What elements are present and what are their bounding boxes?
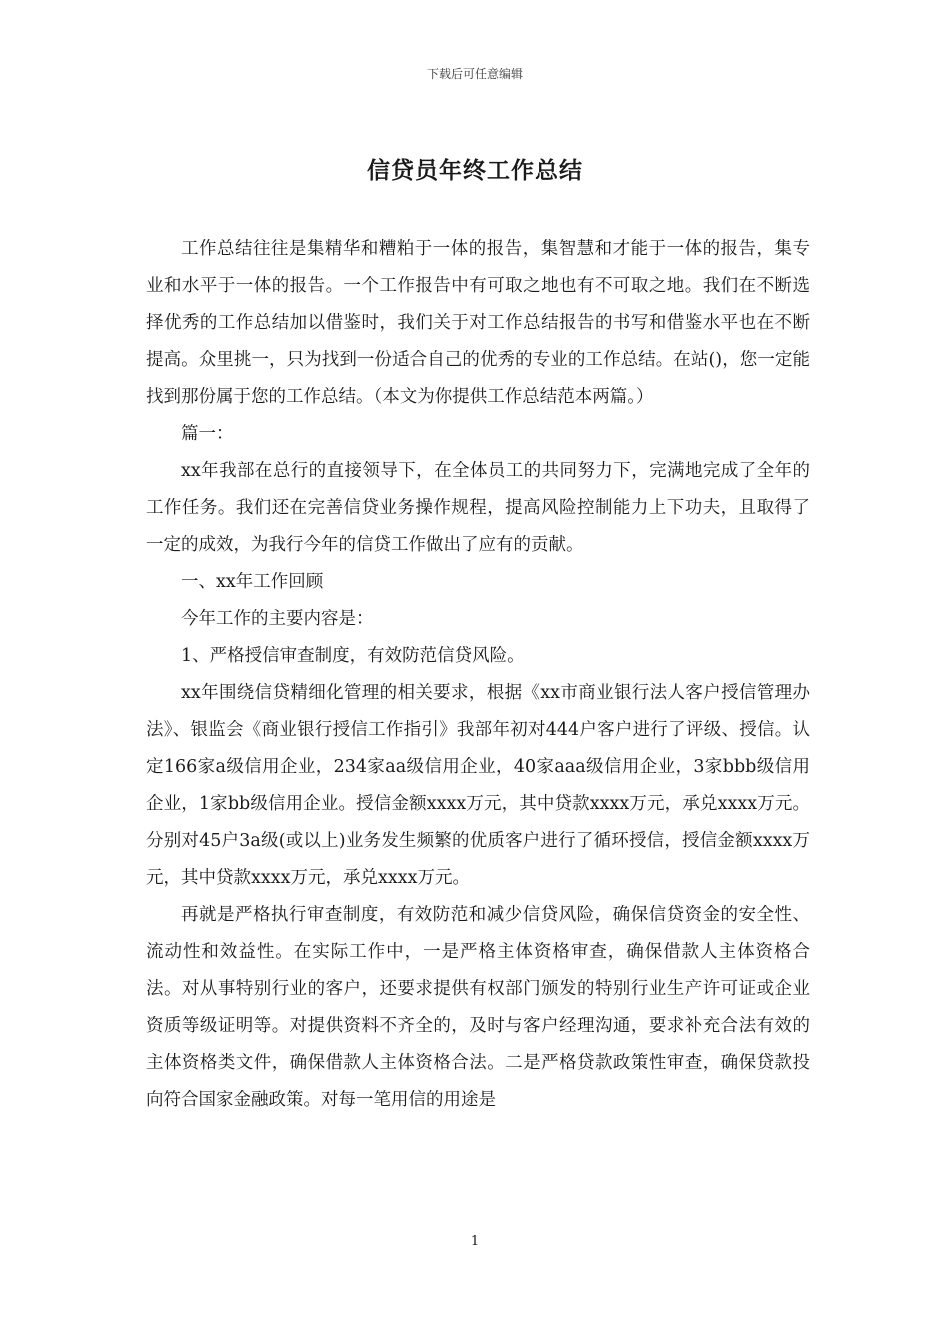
paragraph-main-content-lead: 今年工作的主要内容是： [181,609,374,629]
paragraph-credit-rating: xx年围绕信贷精细化管理的相关要求，根据《xx市商业银行法人客户授信管理办法》、银监会《商业银行授信工作指引》我部年初对444户客户进行了评级、授信。认定166家a级信用企业，234家aa级信用企业，40家aaa级信用企业，3家bbb级信用企业，1家bb级信用企业。授信金额xxxx万元，其中贷款xxxx万元，承兑xxxx万元。分别对45户3a级(或以上)业务发生频繁的优质客户进行了循环授信，授信金额xxxx万元，其中贷款xxxx万元，承兑xxxx万元。 [146,683,810,888]
paragraph-intro: 工作总结往往是集精华和糟粕于一体的报告，集智慧和才能于一体的报告，集专业和水平于一体的报告。一个工作报告中有可取之地也有不可取之地。我们在不断选择优秀的工作总结加以借鉴时，我们关于对工作总结报告的书写和借鉴水平也在不断提高。众里挑一，只为找到一份适合自己的优秀的专业的工作总结。在站()，您一定能找到那份属于您的工作总结。（本文为你提供工作总结范本两篇。） [146,239,810,407]
document-body [146,231,810,1119]
document-title: 信贷员年终工作总结 [367,157,583,184]
paragraph-overview: xx年我部在总行的直接领导下，在全体员工的共同努力下，完满地完成了全年的工作任务。我们还在完善信贷业务操作规程，提高风险控制能力上下功夫，且取得了一定的成效，为我行今年的信贷工作做出了应有的贡献。 [146,461,810,555]
heading-item-1: 1、严格授信审查制度，有效防范信贷风险。 [181,646,525,666]
paragraph-review-system: 再就是严格执行审查制度，有效防范和减少信贷风险，确保信贷资金的安全性、流动性和效益性。在实际工作中，一是严格主体资格审查，确保借款人主体资格合法。对从事特别行业的客户，还要求提供有权部门颁发的特别行业生产许可证或企业资质等级证明等。对提供资料不齐全的，及时与客户经理沟通，要求补充合法有效的主体资格类文件，确保借款人主体资格合法。二是严格贷款政策性审查，确保贷款投向符合国家金融政策。对每一笔用信的用途是 [146,905,810,1110]
heading-year-review: 一、xx年工作回顾 [181,572,324,592]
page-header: 下载后可任意编辑 [426,67,523,81]
paragraph-section-label: 篇一： [181,424,234,444]
page-number: 1 [470,1234,480,1249]
